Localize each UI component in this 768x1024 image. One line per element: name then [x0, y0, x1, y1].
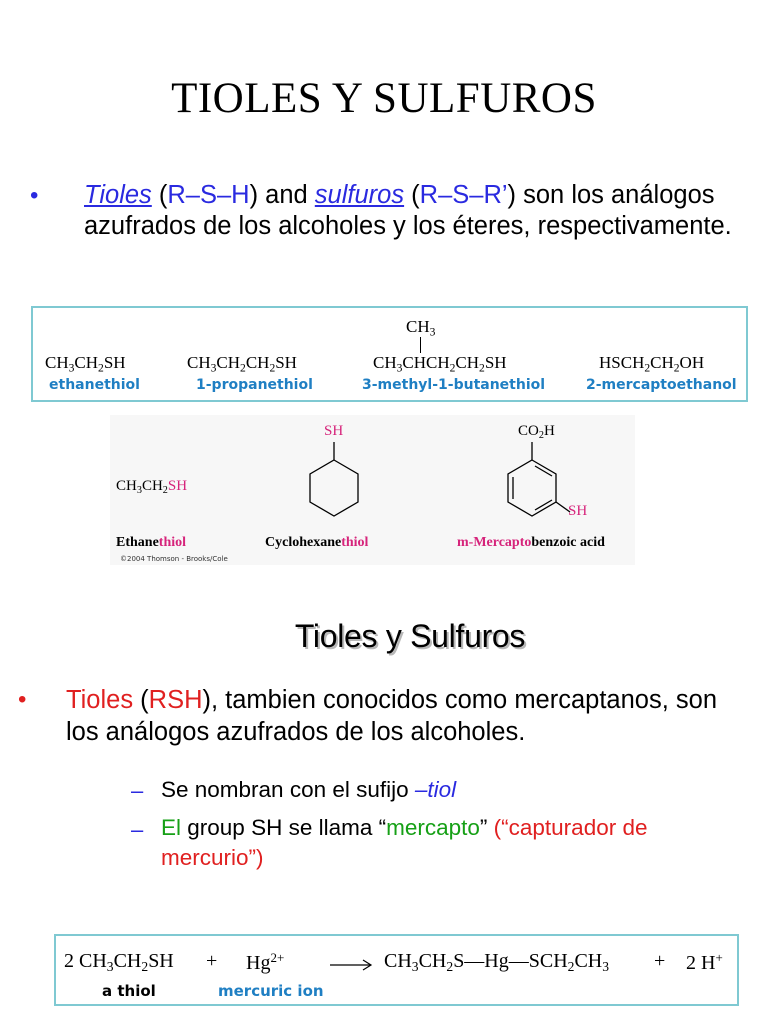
tioles-term: Tioles [66, 686, 134, 714]
reactant-hg: $Hg^{2+}$ [246, 950, 285, 975]
name-ethanethiol: ethanethiol [49, 377, 140, 393]
mercapto-term: mercapto [386, 815, 480, 840]
rsr-formula: R–S–R’ [419, 181, 508, 209]
text: ( [151, 181, 168, 209]
dash: – [131, 817, 144, 842]
bullet: • [30, 182, 39, 209]
formula-propanethiol: $CH_3CH_2CH_2SH$ [187, 353, 297, 375]
label-ethanethiol: Ethanethiol [116, 535, 187, 550]
slide2-title: Tioles y Sulfuros [294, 618, 526, 654]
benzene-ring [488, 440, 588, 540]
label-cyclohexanethiol: Cyclohexanethiol [265, 535, 369, 550]
methyl-branch: $CH_3$ [406, 317, 436, 339]
formula-ethanethiol: $CH_3CH_2SH$ [45, 353, 126, 375]
branch-bond [420, 337, 421, 353]
text: ) son los análogos azufrados de los alcoholes y los éteres, respectivamente. [84, 181, 732, 240]
tioles-paragraph [66, 684, 746, 748]
co2h-group: $CO_2H$ [518, 423, 555, 442]
text: ) and [249, 181, 315, 209]
reactant-thiol: 2 $CH_3CH_2SH$ [64, 950, 174, 975]
product-complex: $CH_3CH_2S—Hg—SCH_2CH_3$ [384, 950, 610, 975]
reaction-arrow [328, 958, 374, 972]
text: ( [404, 181, 420, 209]
cyclohexane-ring [290, 440, 370, 540]
label-thiol: a thiol [102, 982, 156, 1000]
reaction-box [54, 934, 739, 1006]
bullet: • [18, 686, 27, 713]
name-methylbutanethiol: 3-methyl-1-butanethiol [362, 377, 546, 393]
ethanethiol-formula: $CH_3CH_2SH$ [116, 478, 188, 497]
name-mercaptoethanol: 2-mercaptoethanol [586, 377, 737, 393]
tioles-term: Tioles [84, 181, 152, 209]
slide-title: TIOLES Y SULFUROS [171, 75, 597, 122]
label-mercaptobenzoic: m-Mercaptobenzoic acid [457, 535, 605, 550]
intro-paragraph [84, 180, 744, 242]
dash: – [131, 778, 144, 803]
plus-sign: + [206, 950, 218, 972]
capturador-text: (“capturador de mercurio”) [161, 815, 648, 870]
thiol-examples-box [31, 306, 748, 402]
name-propanethiol: 1-propanethiol [196, 377, 313, 393]
sulfuros-term: sulfuros [314, 181, 405, 209]
formula-methylbutanethiol: $CH_3CHCH_2CH_2SH$ [373, 353, 507, 375]
list-item-mercapto: El group SH se llama “mercapto” (“capturador de mercurio”) [161, 815, 648, 870]
cyclohexane-sh: SH [324, 423, 344, 439]
copyright: ©2004 Thomson - Brooks/Cole [120, 555, 228, 563]
thiol-structures-figure [110, 415, 635, 565]
benzene-sh: SH [568, 503, 588, 519]
text: ( [133, 686, 149, 714]
formula-mercaptoethanol: $HSCH_2CH_2OH$ [599, 353, 705, 375]
plus-sign-2: + [654, 950, 666, 972]
suffix-term: –tiol [414, 777, 457, 802]
label-mercuric-ion: mercuric ion [218, 982, 324, 1000]
product-proton: 2 H+ [686, 950, 723, 975]
text: ), tambien conocidos como mercaptanos, son los análogos azufrados de los alcoholes. [66, 686, 718, 746]
list-item-suffix: Se nombran con el sufijo –tiol [161, 777, 457, 802]
rsh-formula: RSH [148, 686, 203, 714]
rsh-formula: R–S–H [167, 181, 250, 209]
